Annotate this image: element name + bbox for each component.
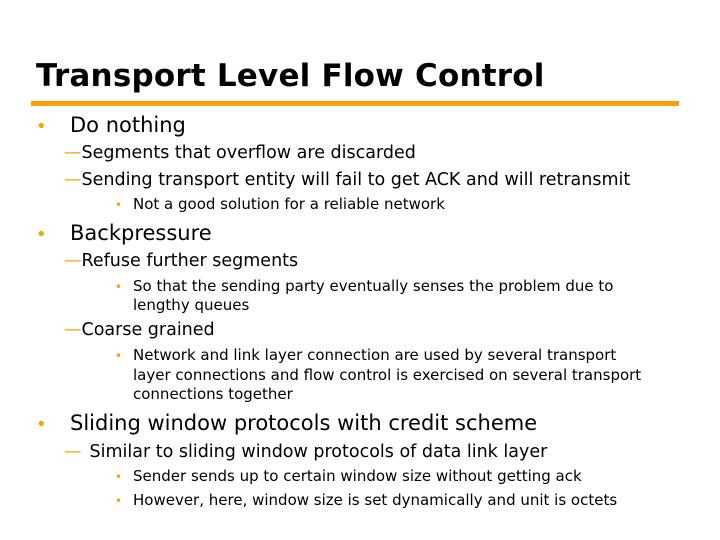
sub-bullet-coarse bbox=[64, 319, 215, 341]
detail-text: Network and link layer connection are used by several transport bbox=[133, 346, 617, 364]
detail-network-link bbox=[115, 346, 616, 366]
dash-icon: — bbox=[64, 320, 82, 340]
bullet-icon: • bbox=[36, 414, 47, 435]
detail-text: Not a good solution for a reliable network bbox=[133, 195, 445, 213]
detail-window-dynamic bbox=[115, 491, 617, 511]
sub-bullet-text: Sending transport entity will fail to get ACK and will retransmit bbox=[81, 170, 631, 190]
bullet-icon: • bbox=[36, 116, 47, 137]
slide-title: Transport Level Flow Control bbox=[36, 58, 545, 94]
detail-not-good-solution bbox=[115, 195, 445, 215]
bullet-icon: • bbox=[115, 349, 123, 363]
dash-icon: — bbox=[64, 251, 82, 271]
detail-text: However, here, window size is set dynamically and unit is octets bbox=[133, 491, 618, 509]
detail-network-link-cont1 bbox=[133, 366, 641, 385]
bullet-icon: • bbox=[36, 224, 47, 245]
sub-bullet-refuse bbox=[64, 250, 298, 272]
bullet-text: Do nothing bbox=[70, 113, 186, 137]
bullet-do-nothing bbox=[36, 112, 186, 140]
bullet-icon: • bbox=[115, 198, 123, 212]
detail-sending-party-cont bbox=[133, 296, 249, 315]
sub-bullet-similar bbox=[64, 441, 547, 463]
sub-bullet-discarded bbox=[64, 142, 416, 164]
sub-bullet-text: Similar to sliding window protocols of data link layer bbox=[89, 442, 548, 462]
sub-bullet-text: Coarse grained bbox=[81, 320, 215, 340]
bullet-icon: • bbox=[115, 494, 123, 508]
detail-text: So that the sending party eventually senses the problem due to bbox=[133, 277, 614, 295]
detail-text: lengthy queues bbox=[133, 296, 250, 314]
title-underline bbox=[31, 101, 679, 106]
dash-icon: — bbox=[64, 170, 82, 190]
detail-text: layer connections and flow control is exercised on several transport bbox=[133, 366, 642, 384]
bullet-text: Sliding window protocols with credit scheme bbox=[70, 411, 538, 435]
detail-network-link-cont2 bbox=[133, 385, 293, 404]
detail-sending-party bbox=[115, 277, 613, 297]
detail-text: Sender sends up to certain window size without getting ack bbox=[133, 467, 582, 485]
detail-text: connections together bbox=[133, 385, 293, 403]
bullet-icon: • bbox=[115, 470, 123, 484]
dash-icon: — bbox=[64, 143, 82, 163]
sub-bullet-retransmit bbox=[64, 169, 630, 191]
bullet-text: Backpressure bbox=[70, 221, 212, 245]
bullet-sliding-window bbox=[36, 410, 537, 438]
bullet-icon: • bbox=[115, 280, 123, 294]
sub-bullet-text: Refuse further segments bbox=[81, 251, 299, 271]
sub-bullet-text: Segments that overflow are discarded bbox=[81, 143, 416, 163]
bullet-backpressure bbox=[36, 220, 212, 248]
detail-sender-sends bbox=[115, 467, 582, 487]
dash-icon: — bbox=[64, 442, 82, 462]
